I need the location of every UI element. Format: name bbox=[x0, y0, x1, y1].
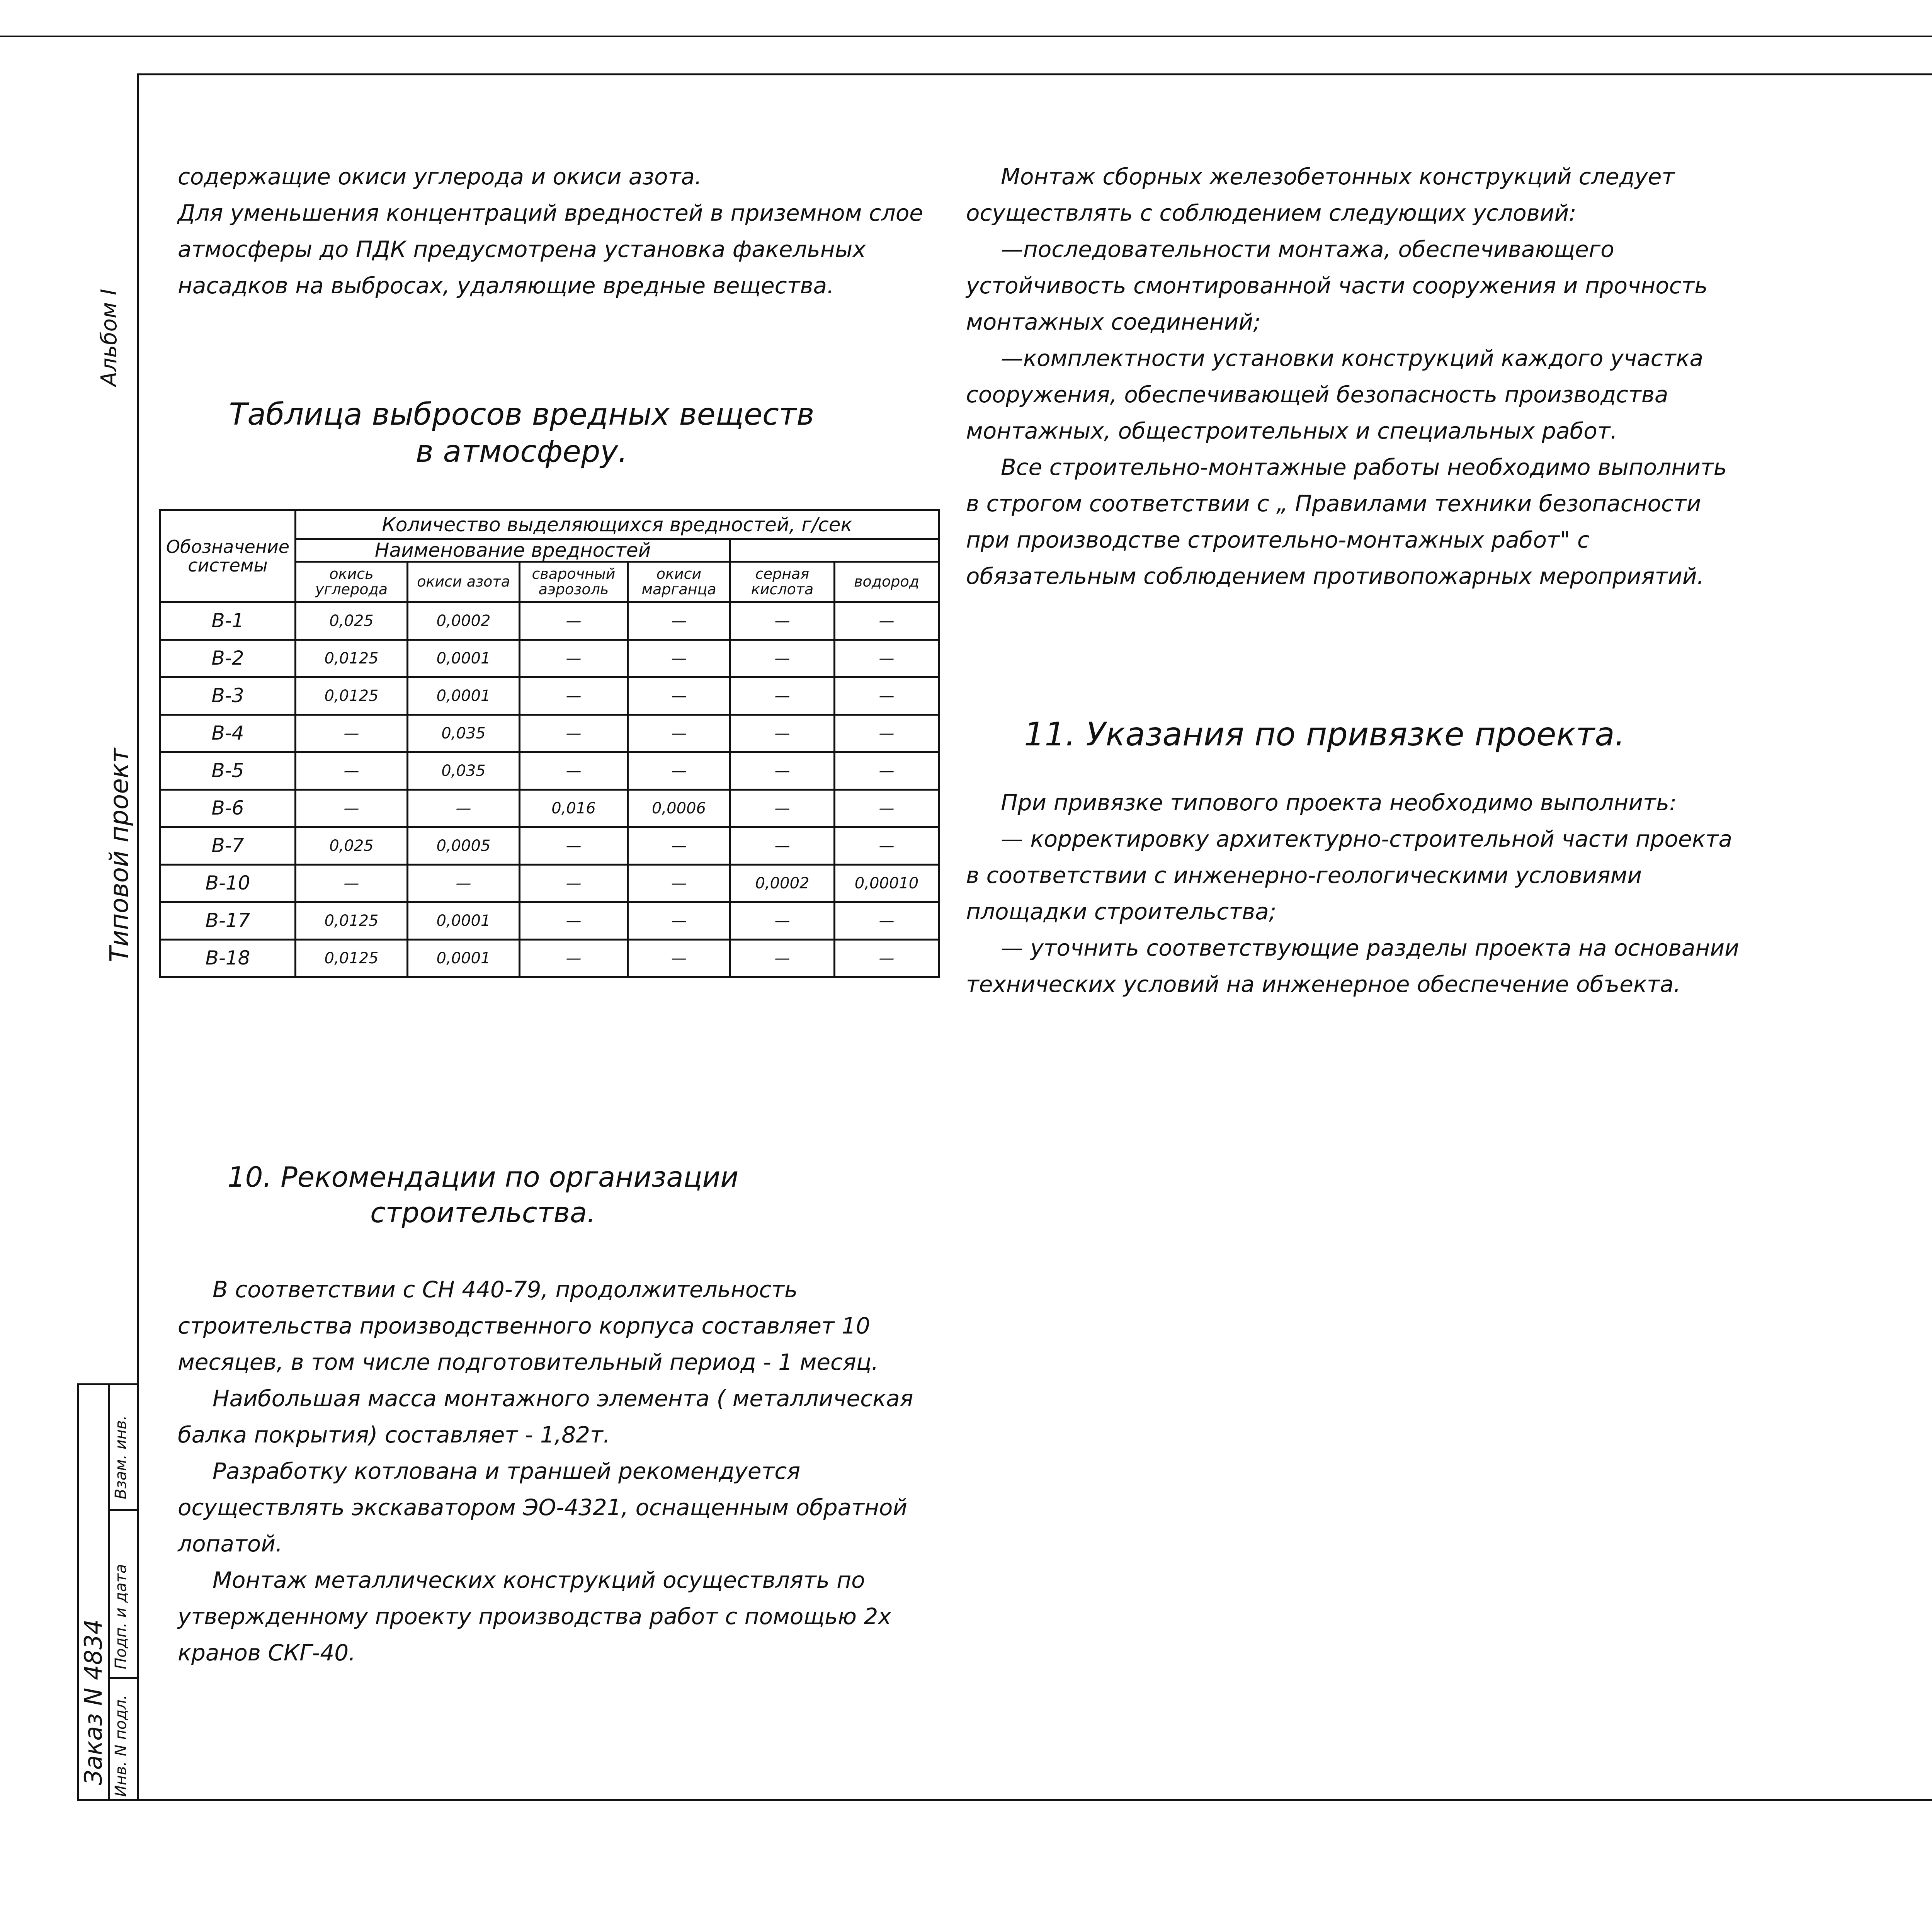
value-cell: — bbox=[730, 752, 835, 789]
right-mounting-text bbox=[966, 158, 1747, 594]
value-cell: — bbox=[730, 939, 835, 977]
table-row bbox=[160, 902, 939, 939]
section10-heading bbox=[193, 1159, 773, 1230]
value-cell: — bbox=[835, 827, 939, 864]
value-cell: — bbox=[520, 714, 628, 752]
value-cell: — bbox=[730, 602, 835, 640]
side-label-order: Заказ N 4834 bbox=[79, 1619, 107, 1785]
emissions-table-body bbox=[160, 602, 939, 977]
section10-paragraph: В соответствии с СН 440-79, продолжительность строительства производственного корпуса составляет 10 месяцев, в том числе подготовительный период - 1 месяц. bbox=[178, 1276, 879, 1375]
table-row bbox=[160, 789, 939, 827]
section11-paragraph: — уточнить соответствующие разделы проекта на основании технических условий на инженерное обеспечение объекта. bbox=[966, 935, 1739, 997]
value-cell: — bbox=[835, 602, 939, 640]
value-cell: — bbox=[835, 714, 939, 752]
value-cell: 0,0125 bbox=[296, 640, 408, 677]
side-strip-div-1 bbox=[108, 1509, 137, 1511]
value-cell: — bbox=[835, 939, 939, 977]
table-row bbox=[160, 939, 939, 977]
table-row bbox=[160, 602, 939, 640]
side-strip-line-2 bbox=[108, 1383, 110, 1799]
side-stamp-sign: Подп. и дата bbox=[112, 1564, 130, 1669]
frame-top-line bbox=[137, 73, 1932, 75]
column-header: окиси азота bbox=[408, 561, 520, 602]
table-title-line1: Таблица выбросов вредных веществ bbox=[229, 397, 815, 432]
table-row bbox=[160, 640, 939, 677]
column-header: водород bbox=[835, 561, 939, 602]
value-cell: 0,0125 bbox=[296, 902, 408, 939]
table-row bbox=[160, 864, 939, 902]
value-cell: — bbox=[296, 714, 408, 752]
frame-left-line bbox=[137, 73, 139, 1799]
column-header: окиси марганца bbox=[628, 561, 730, 602]
value-cell: — bbox=[835, 640, 939, 677]
system-cell: В-2 bbox=[160, 640, 296, 677]
value-cell: — bbox=[296, 752, 408, 789]
top-edge-line bbox=[0, 36, 1932, 37]
value-cell: 0,035 bbox=[408, 752, 520, 789]
right-paragraph: —комплектности установки конструкций каждого участка сооружения, обеспечивающей безопасность производства монтажных, общестроительных и специальных работ. bbox=[966, 345, 1704, 444]
header-system: Обозначение системы bbox=[160, 510, 296, 602]
table-title-line2: в атмосферу. bbox=[415, 434, 628, 469]
value-cell: — bbox=[835, 677, 939, 714]
column-header: окись углерода bbox=[296, 561, 408, 602]
value-cell: 0,0125 bbox=[296, 677, 408, 714]
value-cell: 0,0002 bbox=[408, 602, 520, 640]
value-cell: — bbox=[520, 939, 628, 977]
right-paragraph: Монтаж сборных железобетонных конструкций следует осуществлять с соблюдением следующих условий: bbox=[966, 163, 1675, 226]
value-cell: — bbox=[730, 789, 835, 827]
system-cell: В-1 bbox=[160, 602, 296, 640]
system-cell: В-5 bbox=[160, 752, 296, 789]
value-cell: — bbox=[628, 939, 730, 977]
value-cell: — bbox=[520, 864, 628, 902]
value-cell: 0,0006 bbox=[628, 789, 730, 827]
section11-heading: 11. Указания по привязке проекта. bbox=[1024, 715, 1625, 753]
value-cell: — bbox=[520, 677, 628, 714]
value-cell: 0,0005 bbox=[408, 827, 520, 864]
frame-bottom-line bbox=[77, 1799, 1932, 1801]
value-cell: — bbox=[520, 752, 628, 789]
section10-heading-line2: строительства. bbox=[370, 1196, 596, 1229]
value-cell: 0,0001 bbox=[408, 640, 520, 677]
system-cell: В-3 bbox=[160, 677, 296, 714]
side-strip-top bbox=[77, 1383, 137, 1385]
right-paragraph: —последовательности монтажа, обеспечивающего устойчивость смонтированной части сооружения и прочность монтажных соединений; bbox=[966, 236, 1708, 335]
side-stamp-inv: Инв. N подл. bbox=[112, 1694, 130, 1797]
left-intro-paragraph: Для уменьшения концентраций вредностей в приземном слое атмосферы до ПДК предусмотрена установка факельных насадков на выбросах, удаляющие вредные вещества. bbox=[178, 200, 923, 299]
side-stamp-replace: Взам. инв. bbox=[112, 1415, 130, 1499]
value-cell: — bbox=[520, 827, 628, 864]
value-cell: — bbox=[835, 902, 939, 939]
system-cell: В-10 bbox=[160, 864, 296, 902]
column-header: серная кислота bbox=[730, 561, 835, 602]
value-cell: — bbox=[628, 752, 730, 789]
value-cell: 0,0001 bbox=[408, 902, 520, 939]
value-cell: 0,025 bbox=[296, 827, 408, 864]
table-row bbox=[160, 827, 939, 864]
value-cell: — bbox=[628, 640, 730, 677]
value-cell: 0,025 bbox=[296, 602, 408, 640]
left-intro-text bbox=[178, 158, 943, 304]
column-header: сварочный аэрозоль bbox=[520, 561, 628, 602]
value-cell: — bbox=[408, 864, 520, 902]
value-cell: — bbox=[628, 602, 730, 640]
section10-body bbox=[178, 1271, 966, 1671]
value-cell: 0,0125 bbox=[296, 939, 408, 977]
side-label-album: Альбом I bbox=[97, 289, 122, 386]
value-cell: 0,0001 bbox=[408, 677, 520, 714]
value-cell: — bbox=[628, 677, 730, 714]
value-cell: — bbox=[835, 752, 939, 789]
value-cell: — bbox=[730, 827, 835, 864]
value-cell: — bbox=[520, 602, 628, 640]
right-paragraph: Все строительно-монтажные работы необходимо выполнить в строгом соответствии с „ Правилами техники безопасности при производстве строительно-монтажных работ" с обязательным соблюдением противопожарных мероприятий. bbox=[966, 454, 1727, 589]
value-cell: — bbox=[730, 640, 835, 677]
side-strip-div-2 bbox=[108, 1677, 137, 1679]
section10-heading-line1: 10. Рекомендации по организации bbox=[227, 1161, 739, 1193]
value-cell: — bbox=[296, 864, 408, 902]
system-cell: В-17 bbox=[160, 902, 296, 939]
section11-paragraph: При привязке типового проекта необходимо выполнить: bbox=[1001, 789, 1677, 816]
table-title bbox=[193, 396, 850, 470]
left-intro-line: содержащие окиси углерода и окиси азота. bbox=[178, 163, 702, 190]
section10-paragraph: Монтаж металлических конструкций осуществлять по утвержденному проекту производства работ с помощью 2х кранов СКГ-40. bbox=[178, 1567, 891, 1666]
value-cell: 0,00010 bbox=[835, 864, 939, 902]
value-cell: 0,0001 bbox=[408, 939, 520, 977]
value-cell: — bbox=[628, 827, 730, 864]
system-cell: В-4 bbox=[160, 714, 296, 752]
section10-paragraph: Наибольшая масса монтажного элемента ( металлическая балка покрытия) составляет - 1,82т. bbox=[178, 1385, 913, 1448]
value-cell: — bbox=[835, 789, 939, 827]
header-quantity: Количество выделяющихся вредностей, г/сек bbox=[296, 510, 939, 539]
section11-paragraph: — корректировку архитектурно-строительной части проекта в соответствии с инженерно-геологическими условиями площадки строительства; bbox=[966, 826, 1733, 925]
system-cell: В-7 bbox=[160, 827, 296, 864]
emissions-table bbox=[159, 509, 940, 978]
value-cell: — bbox=[730, 714, 835, 752]
value-cell: — bbox=[730, 902, 835, 939]
system-cell: В-18 bbox=[160, 939, 296, 977]
table-row bbox=[160, 677, 939, 714]
header-names-blank bbox=[730, 539, 939, 562]
section10-paragraph: Разработку котлована и траншей рекомендуется осуществлять экскаватором ЭО-4321, оснащенным обратной лопатой. bbox=[178, 1458, 908, 1557]
section11-body bbox=[966, 784, 1747, 1002]
table-row bbox=[160, 752, 939, 789]
value-cell: — bbox=[520, 902, 628, 939]
header-names: Наименование вредностей bbox=[296, 539, 730, 562]
system-cell: В-6 bbox=[160, 789, 296, 827]
value-cell: — bbox=[628, 864, 730, 902]
value-cell: — bbox=[628, 902, 730, 939]
value-cell: 0,016 bbox=[520, 789, 628, 827]
value-cell: — bbox=[628, 714, 730, 752]
side-label-project: Типовой проект bbox=[104, 748, 134, 962]
value-cell: 0,035 bbox=[408, 714, 520, 752]
table-row bbox=[160, 714, 939, 752]
value-cell: — bbox=[408, 789, 520, 827]
value-cell: — bbox=[520, 640, 628, 677]
value-cell: 0,0002 bbox=[730, 864, 835, 902]
value-cell: — bbox=[730, 677, 835, 714]
value-cell: — bbox=[296, 789, 408, 827]
